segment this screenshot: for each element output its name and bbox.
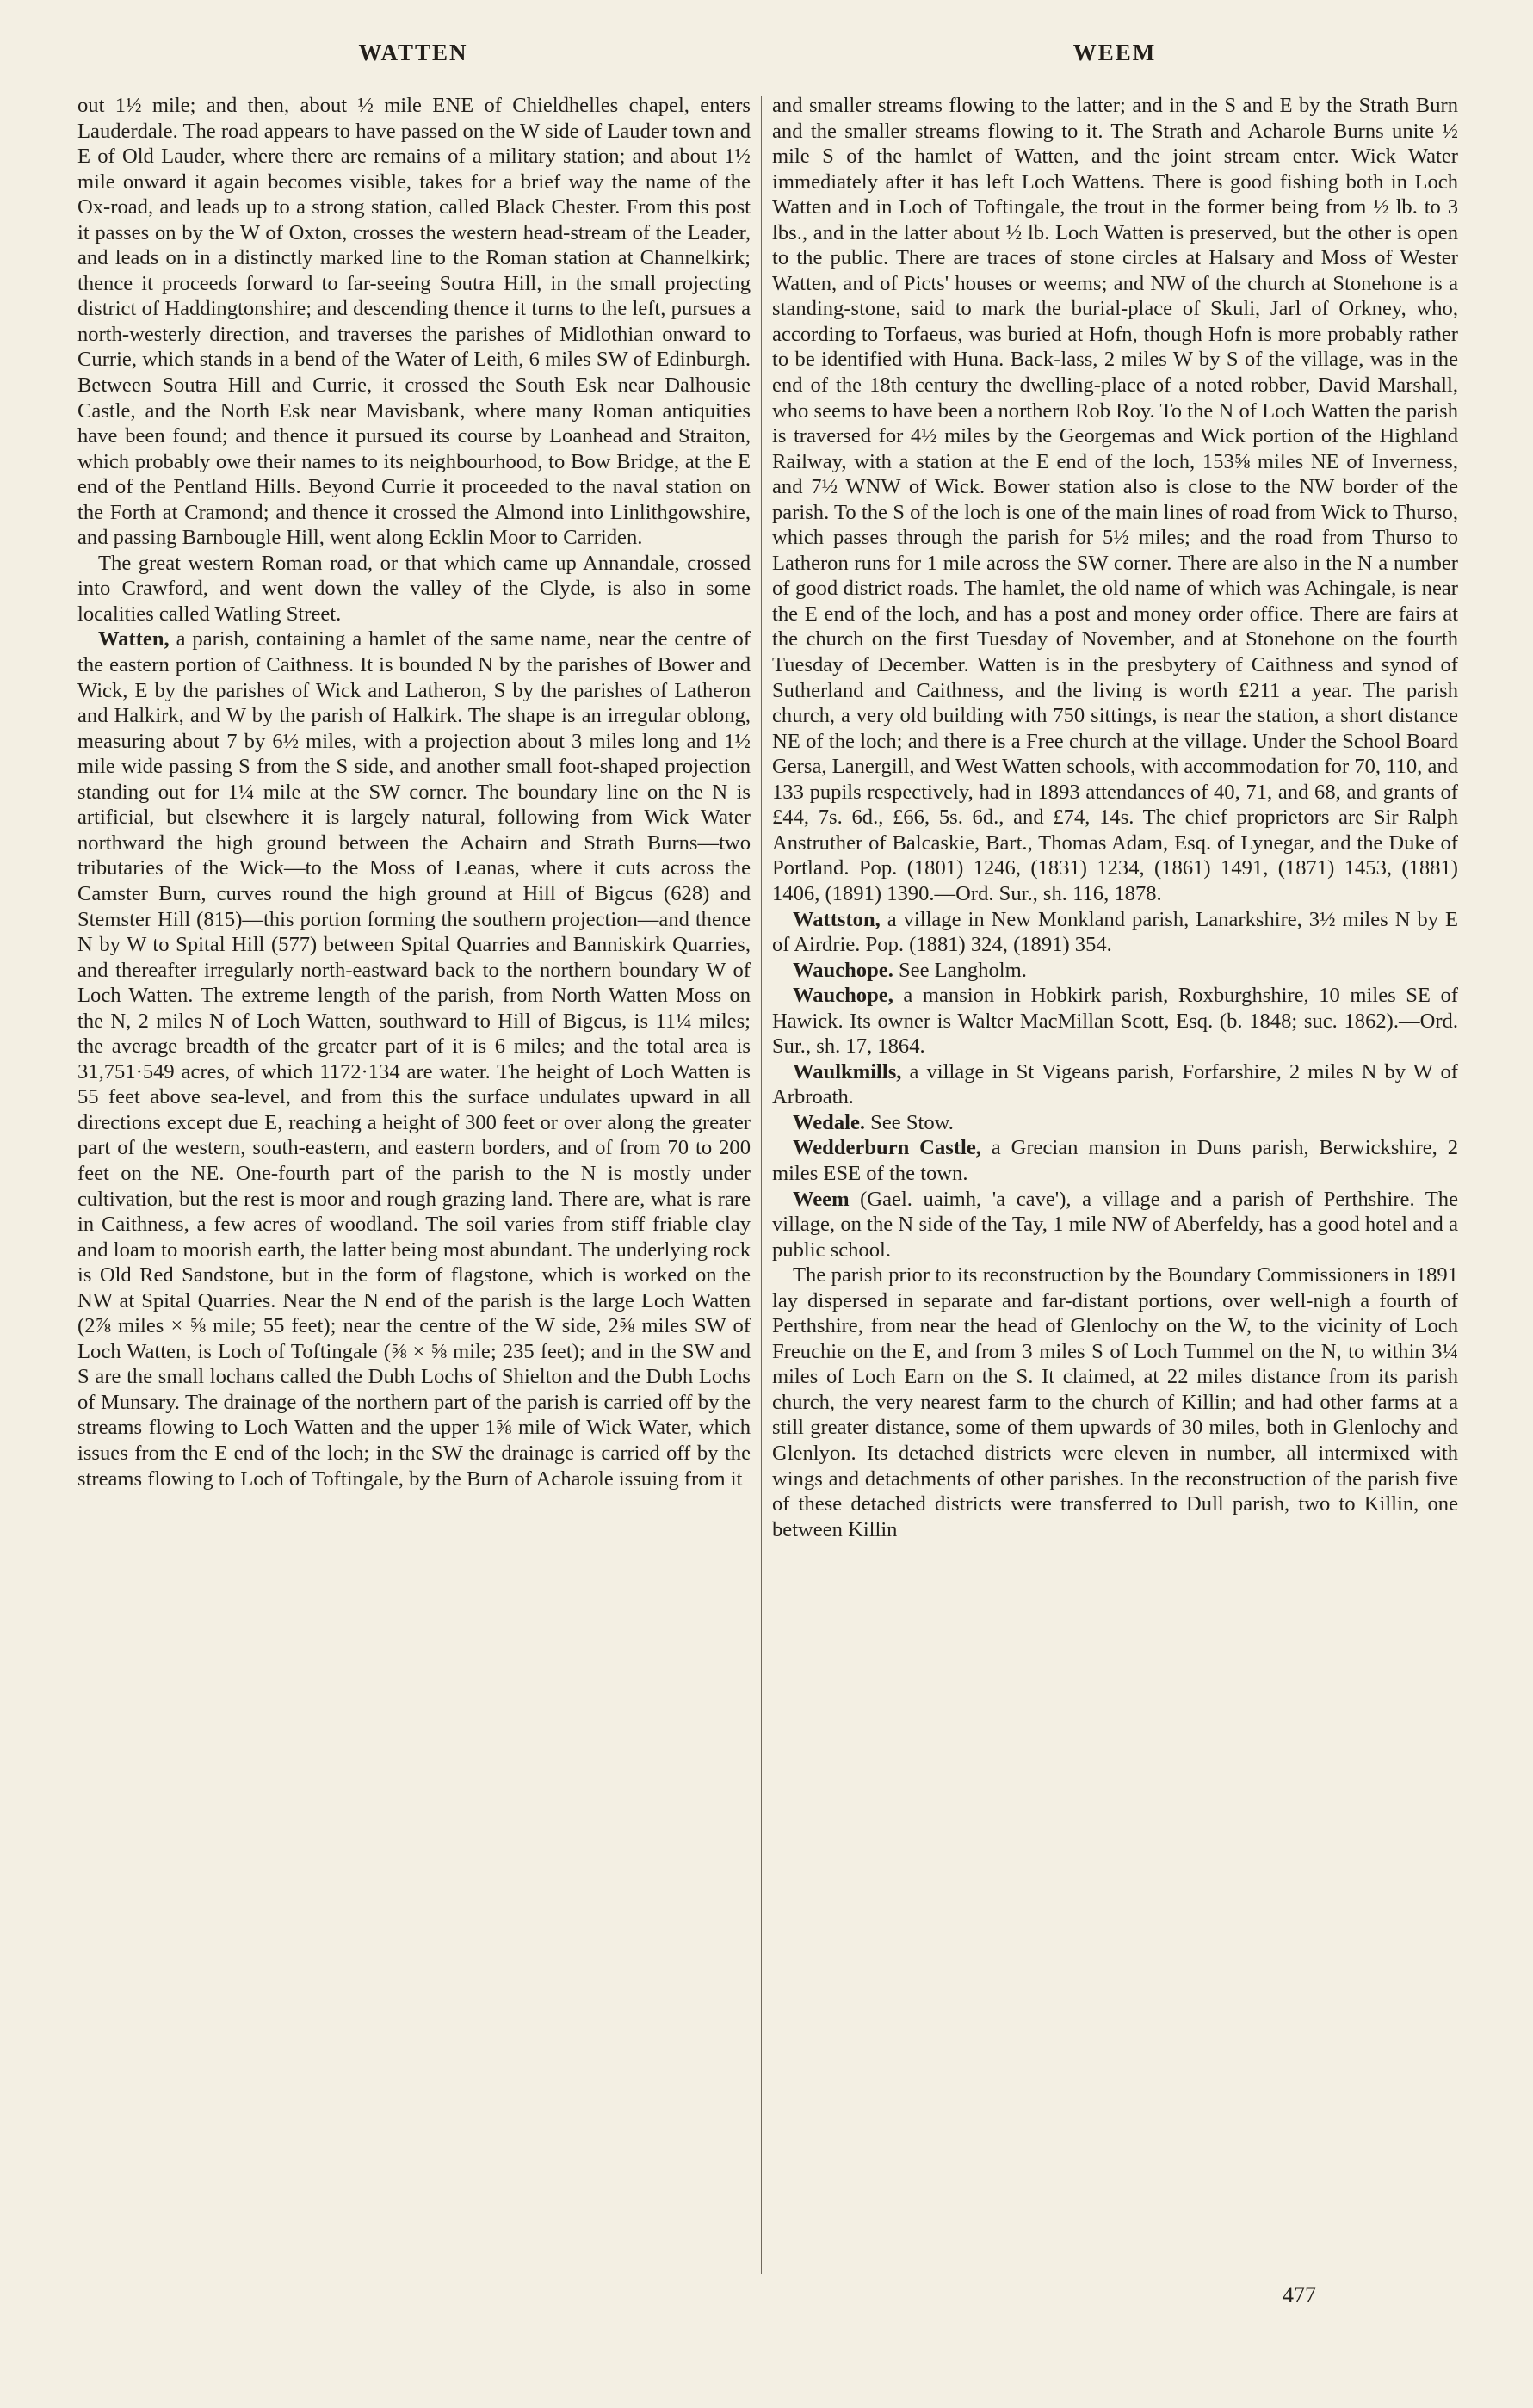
- entry-text: See Stow.: [865, 1110, 954, 1134]
- paragraph-text: and smaller streams flowing to the latter; and in the S and E by the Strath Burn and the smaller streams flowing to it. The Strath and Acharole Burns unite ½ mile S of the hamlet of Watten, and the joint stream enter. Wick Water immediately after it has left Loch Wattens. There is good fishing both in Loch Watten and in Loch of Toftingale, the trout in the former being from ½ lb. to 3 lbs., and in the latter about ½ lb. Loch Watten is preserved, but the other is open to the public. There are traces of stone circles at Halsary and Moss of Wester Watten, and of Picts' houses or weems; and NW of the church at Stonehone is a standing-stone, said to mark the burial-place of Skuli, Jarl of Orkney, who, according to Torfaeus, was buried at Hofn, though Hofn is more probably rather to be identified with Huna. Back-lass, 2 miles W by S of the village, was in the end of the 18th century the dwelling-place of a noted robber, David Marshall, who seems to have been a northern Rob Roy. To the N of Loch Watten the parish is traversed for 4½ miles by the Georgemas and Wick portion of the Highland Railway, with a station at the E end of the loch, 153⅝ miles NE of Inverness, and 7½ WNW of Wick. Bower station also is close to the NW border of the parish. To the S of the loch is one of the main lines of road from Wick to Thurso, which passes through the parish for 5½ miles; and the road from Thurso to Latheron runs for 1 mile across the SW corner. There are also in the N a number of good district roads. The hamlet, the old name of which was Achingale, is near the E end of the loch, and has a post and money order office. There are fairs at the church on the first Tuesday of November, and at Stonehone on the fourth Tuesday of December. Watten is in the presbytery of Caithness and synod of Sutherland and Caithness, and the living is worth £211 a year. The parish church, a very old building with 750 sittings, is near the station, a short distance NE of the loch; and there is a Free church at the village. Under the School Board Gersa, Lanergill, and West Watten schools, with accommodation for 70, 110, and 133 pupils respectively, had in 1893 attendances of 40, 71, and 68, and grants of £44, 7s. 6d., £66, 5s. 6d., and £74, 14s. The chief proprietors are Sir Ralph Anstruther of Balcaskie, Bart., Thomas Adam, Esq. of Lynegar, and the Duke of Portland. Pop. (1801) 1246, (1831) 1234, (1861) 1491, (1871) 1453, (1881) 1406, (1891) 1390.—Ord. Sur., sh. 116, 1878.: [772, 94, 1458, 905]
- entry-text: See Langholm.: [893, 958, 1027, 982]
- running-head-left: WATTEN: [358, 40, 468, 65]
- entry: [772, 958, 1458, 984]
- left-column: [77, 93, 751, 1491]
- entry: [772, 983, 1458, 1059]
- entry-headword: Waulkmills,: [793, 1059, 902, 1084]
- entry: [772, 1110, 1458, 1136]
- entry-headword: Wattston,: [793, 907, 881, 931]
- paragraph-text: The parish prior to its reconstruction by the Boundary Commissioners in 1891 lay dispersed in separate and far-distant portions, over well-nigh a fourth of Perthshire, from near the head of Glenlochy on the W, to the vicinity of Loch Freuchie on the E, and from 3 miles S of Loch Tummel on the N, to within 3¼ miles of Loch Earn on the S. It claimed, at 22 miles distance from its parish church, the very nearest farm to the church of Killin; and had other farms at a still greater distance, some of them upwards of 30 miles, both in Glenlochy and Glenlyon. Its detached districts were eleven in number, all intermixed with wings and detachments of other parishes. In the reconstruction of the parish five of these detached districts were transferred to Dull parish, two to Killin, one between Killin: [772, 1263, 1458, 1541]
- entry-text: a village in St Vigeans parish, Forfarshire, 2 miles N by W of Arbroath.: [772, 1059, 1458, 1109]
- entry-headword: Wedderburn Castle,: [793, 1136, 981, 1160]
- entry: [772, 907, 1458, 958]
- right-column: [772, 93, 1458, 1542]
- entry-text: a village in New Monkland parish, Lanarkshire, 3½ miles N by E of Airdrie. Pop. (1881) 324, (1891) 354.: [772, 907, 1458, 957]
- paragraph: [772, 93, 1458, 907]
- paragraph-text: out 1½ mile; and then, about ½ mile ENE of Chieldhelles chapel, enters Lauderdale. The road appears to have passed on the W side of Lauder town and E of Old Lauder, where there are remains of a military station; and about 1½ mile onward it again becomes visible, takes for a brief way the name of the Ox-road, and leads up to a strong station, called Black Chester. From this post it passes on by the W of Oxton, crosses the western head-stream of the Leader, and leads on in a distinctly marked line to the Roman station at Channelkirk; thence it proceeds forward to far-seeing Soutra Hill, in the small projecting district of Haddingtonshire; and descending thence it turns to the left, pursues a north-westerly direction, and traverses the parishes of Midlothian onward to Currie, which stands in a bend of the Water of Leith, 6 miles SW of Edinburgh. Between Soutra Hill and Currie, it crossed the South Esk near Dalhousie Castle, and the North Esk near Mavisbank, where many Roman antiquities have been found; and thence it pursued its course by Loanhead and Straiton, which probably owe their names to its neighbourhood, to Bow Bridge, at the E end of the Pentland Hills. Beyond Currie it proceeded to the naval station on the Forth at Cramond; and thence it crossed the Almond into Linlithgowshire, and passing Barnbougle Hill, went along Ecklin Moor to Carriden.: [77, 94, 751, 550]
- entry-headword: Watten,: [98, 627, 170, 651]
- entry: [772, 1135, 1458, 1186]
- column-divider: [761, 96, 762, 2274]
- entry-headword: Wedale.: [793, 1110, 866, 1134]
- entry: [772, 1059, 1458, 1110]
- running-head-right: WEEM: [1072, 40, 1157, 65]
- paragraph: [77, 93, 751, 551]
- entry-headword: Wauchope,: [793, 984, 893, 1008]
- entry-headword: Wauchope.: [793, 958, 893, 982]
- entry-text: a mansion in Hobkirk parish, Roxburghshire, 10 miles SE of Hawick. Its owner is Walter MacMillan Scott, Esq. (b. 1848; suc. 1862).—Ord. Sur., sh. 17, 1864.: [772, 984, 1458, 1059]
- paragraph-text: The great western Roman road, or that which came up Annandale, crossed into Crawford, and went down the valley of the Clyde, is also in some localities called Watling Street.: [77, 551, 751, 626]
- entry-text: (Gael. uaimh, 'a cave'), a village and a parish of Perthshire. The village, on the N side of the Tay, 1 mile NW of Aberfeldy, has a good hotel and a public school.: [772, 1187, 1458, 1262]
- entry-text: a parish, containing a hamlet of the same name, near the centre of the eastern portion of Caithness. It is bounded N by the parishes of Bower and Wick, E by the parishes of Wick and Latheron, S by the parishes of Latheron and Halkirk, and W by the parish of Halkirk. The shape is an irregular oblong, measuring about 7 by 6½ miles, with a projection about 3 miles long and 1½ mile wide passing S from the S side, and another small foot-shaped projection standing out for 1¼ mile at the SW corner. The boundary line on the N is artificial, but elsewhere it is largely natural, following from Wick Water northward the high ground between the Achairn and Strath Burns—two tributaries of the Wick—to the Moss of Leanas, where it cuts across the Camster Burn, curves round the high ground at Hill of Bigcus (628) and Stemster Hill (815)—this portion forming the southern projection—and thence N by W to Spital Hill (577) between Spital Quarries and Banniskirk Quarries, and thereafter irregularly north-eastward back to the northern boundary W of Loch Watten. The extreme length of the parish, from North Watten Moss on the N, 2 miles N of Loch Watten, southward to Hill of Bigcus, is 11¼ miles; the average breadth of the greater part of it is 6 miles; and the total area is 31,751·549 acres, of which 1172·134 are water. The height of Loch Watten is 55 feet above sea-level, and from this the surface undulates upward in all directions except due E, reaching a height of 300 feet or over along the greater part of the western, south-eastern, and eastern borders, and of from 70 to 200 feet on the NE. One-fourth part of the parish to the N is mostly under cultivation, but the rest is moor and rough grazing land. There are, what is rare in Caithness, a few acres of woodland. The soil varies from stiff friable clay and loam to moorish earth, the latter being most abundant. The underlying rock is Old Red Sandstone, but in the form of flagstone, which is worked on the NW at Spital Quarries. Near the N end of the parish is the large Loch Watten (2⅞ miles × ⅝ mile; 55 feet); near the centre of the W side, 2⅝ miles SW of Loch Watten, is Loch of Toftingale (⅝ × ⅝ mile; 235 feet); and in the SW and S are the small lochans called the Dubh Lochs of Shielton and the Dubh Lochs of Munsary. The drainage of the northern part of the parish is carried off by the streams flowing to Loch Watten and the upper 1⅝ mile of Wick Water, which issues from the E end of the loch; in the SW the drainage is carried off by the streams flowing to Loch of Toftingale, by the Burn of Acharole issuing from it: [77, 627, 751, 1491]
- paragraph: [77, 551, 751, 627]
- entry: [772, 1187, 1458, 1263]
- entry-text: a Grecian mansion in Duns parish, Berwickshire, 2 miles ESE of the town.: [772, 1136, 1458, 1185]
- entry-headword: Weem: [793, 1187, 850, 1211]
- page-number: 477: [1283, 2282, 1316, 2307]
- entry: [77, 627, 751, 1491]
- paragraph: [772, 1263, 1458, 1542]
